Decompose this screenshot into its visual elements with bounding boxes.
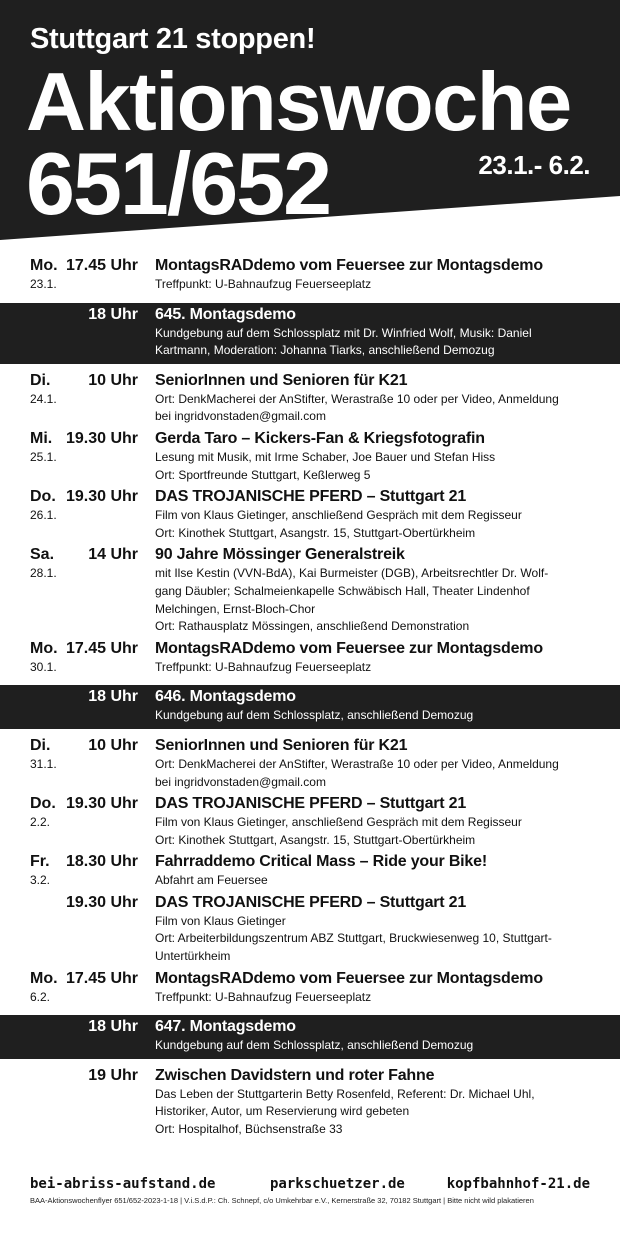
event-time: 18 Uhr xyxy=(88,1018,138,1036)
event-row xyxy=(0,639,620,680)
event-date: 26.1. xyxy=(30,508,57,523)
event-day: Mo. xyxy=(30,639,58,657)
event-description-line: Das Leben der Stuttgarterin Betty Rosenfeld, Referent: Dr. Michael Uhl, xyxy=(155,1086,535,1101)
event-time: 18.30 Uhr xyxy=(65,853,138,871)
event-day: Do. xyxy=(30,795,56,813)
event-time: 17.45 Uhr xyxy=(65,969,138,987)
event-time: 19 Uhr xyxy=(88,1066,138,1084)
event-time: 18 Uhr xyxy=(88,688,138,706)
header-date-range: 23.1.- 6.2. xyxy=(478,150,590,180)
event-content xyxy=(155,305,595,360)
event-description-line: Ort: Hospitalhof, Büchsenstraße 33 xyxy=(155,1122,343,1137)
event-row xyxy=(0,256,620,297)
event-content xyxy=(155,969,595,1007)
event-title: SeniorInnen und Senioren für K21 xyxy=(155,371,408,389)
event-description xyxy=(155,449,595,484)
event-description xyxy=(155,1037,595,1055)
event-title: MontagsRADdemo vom Feuersee zur Montagsdemo xyxy=(155,969,543,987)
event-time: 19.30 Uhr xyxy=(65,429,138,447)
event-list xyxy=(0,256,620,1142)
event-description-line: Ort: Sportfreunde Stuttgart, Keßlerweg 5 xyxy=(155,467,371,482)
event-title: MontagsRADdemo vom Feuersee zur Montagsdemo xyxy=(155,639,543,657)
header-edition: 651/652 xyxy=(26,134,331,233)
event-description-line: Kartmann, Moderation: Johanna Tiarks, anschließend Demozug xyxy=(155,343,495,358)
event-description-line: Lesung mit Musik, mit Irme Schaber, Joe Bauer und Stefan Hiss xyxy=(155,449,496,464)
event-title: DAS TROJANISCHE PFERD – Stuttgart 21 xyxy=(155,488,467,506)
header-title: Aktionswoche xyxy=(26,55,571,148)
footer-link-bei-abriss-aufstand[interactable]: bei-abriss-aufstand.de xyxy=(30,1176,216,1192)
event-content xyxy=(155,639,595,677)
event-description xyxy=(155,707,595,725)
event-description-line: bei ingridvonstaden@gmail.com xyxy=(155,409,326,424)
event-day: Mo. xyxy=(30,969,58,987)
event-description xyxy=(155,872,595,890)
event-title: 90 Jahre Mössinger Generalstreik xyxy=(155,546,405,564)
event-description xyxy=(155,565,595,635)
event-title: 647. Montagsdemo xyxy=(155,1018,296,1036)
event-row xyxy=(0,893,620,969)
event-time: 14 Uhr xyxy=(88,546,138,564)
event-date: 31.1. xyxy=(30,756,57,771)
event-content xyxy=(155,1017,595,1055)
event-description-line: Abfahrt am Feuersee xyxy=(155,873,268,888)
event-content xyxy=(155,893,595,966)
event-title: DAS TROJANISCHE PFERD – Stuttgart 21 xyxy=(155,893,467,911)
event-row xyxy=(0,969,620,1010)
event-description xyxy=(155,989,595,1007)
event-content xyxy=(155,545,595,635)
event-description-line: Ort: Kinothek Stuttgart, Asangstr. 15, Stuttgart-Obertürkheim xyxy=(155,832,476,847)
event-content xyxy=(155,687,595,725)
event-date: 6.2. xyxy=(30,989,51,1004)
event-time: 18 Uhr xyxy=(88,305,138,323)
event-title: Gerda Taro – Kickers-Fan & Kriegsfotografin xyxy=(155,429,485,447)
event-row xyxy=(0,1066,620,1142)
event-title: SeniorInnen und Senioren für K21 xyxy=(155,736,408,754)
event-date: 25.1. xyxy=(30,449,57,464)
event-day: Di. xyxy=(30,371,51,389)
event-day: Fr. xyxy=(30,853,50,871)
event-content xyxy=(155,371,595,426)
event-date: 2.2. xyxy=(30,815,51,830)
event-description-line: Kundgebung auf dem Schlossplatz, anschließend Demozug xyxy=(155,1038,474,1053)
event-time: 17.45 Uhr xyxy=(65,257,138,274)
event-description xyxy=(155,391,595,426)
event-title: 646. Montagsdemo xyxy=(155,688,296,706)
event-day: Di. xyxy=(30,736,51,754)
event-description-line: Ort: DenkMacherei der AnStifter, Werastraße 10 oder per Video, Anmeldung xyxy=(155,391,559,406)
event-date: 23.1. xyxy=(30,277,57,291)
event-row-highlight xyxy=(0,1015,620,1059)
event-description-line: bei ingridvonstaden@gmail.com xyxy=(155,774,326,789)
event-content xyxy=(155,852,595,890)
event-description xyxy=(155,325,595,360)
event-title: MontagsRADdemo vom Feuersee zur Montagsdemo xyxy=(155,257,543,274)
footer-links xyxy=(0,1174,620,1194)
event-description-line: Melchingen, Ernst-Bloch-Chor xyxy=(155,601,316,616)
event-description-line: Film von Klaus Gietinger, anschließend Gespräch mit dem Regisseur xyxy=(155,815,522,830)
event-content xyxy=(155,256,595,294)
event-date: 28.1. xyxy=(30,566,57,581)
event-time: 19.30 Uhr xyxy=(65,795,138,813)
header-kicker: Stuttgart 21 stoppen! xyxy=(30,23,316,55)
event-description-line: Untertürkheim xyxy=(155,949,231,964)
event-description xyxy=(155,756,595,791)
imprint: BAA-Aktionswochenflyer 651/652-2023-1-18 | V.i.S.d.P.: Ch. Schnepf, c/o Umkehrbar e.V., Kernerstraße 32, 70182 Stuttgart | Bitte nicht wild plakatieren xyxy=(30,1196,534,1205)
event-description-line: gang Däubler; Schalmeienkapelle Schwäbisch Hall, Theater Lindenhof xyxy=(155,583,530,598)
event-description xyxy=(155,659,595,677)
event-description xyxy=(155,1086,595,1139)
event-description-line: Ort: Kinothek Stuttgart, Asangstr. 15, Stuttgart-Obertürkheim xyxy=(155,525,476,540)
event-content xyxy=(155,794,595,849)
event-time: 10 Uhr xyxy=(88,736,138,754)
event-title: 645. Montagsdemo xyxy=(155,305,296,323)
event-time: 10 Uhr xyxy=(88,371,138,389)
event-description-line: Film von Klaus Gietinger, anschließend Gespräch mit dem Regisseur xyxy=(155,508,522,523)
event-content xyxy=(155,487,595,542)
event-description xyxy=(155,814,595,849)
event-date: 24.1. xyxy=(30,391,57,406)
event-description-line: Ort: Arbeiterbildungszentrum ABZ Stuttgart, Bruckwiesenweg 10, Stuttgart- xyxy=(155,931,552,946)
event-content xyxy=(155,429,595,484)
event-description-line: Ort: DenkMacherei der AnStifter, Werastraße 10 oder per Video, Anmeldung xyxy=(155,756,559,771)
event-row xyxy=(0,487,620,545)
event-description-line: Kundgebung auf dem Schlossplatz, anschließend Demozug xyxy=(155,708,474,723)
event-content xyxy=(155,1066,595,1139)
event-row-highlight xyxy=(0,303,620,364)
event-title: Zwischen Davidstern und roter Fahne xyxy=(155,1066,435,1084)
event-day: Sa. xyxy=(30,546,55,564)
event-row xyxy=(0,429,620,487)
event-description xyxy=(155,913,595,966)
event-time: 19.30 Uhr xyxy=(65,488,138,506)
event-row xyxy=(0,794,620,852)
event-description xyxy=(155,276,595,294)
event-date: 30.1. xyxy=(30,659,57,674)
header xyxy=(0,0,620,246)
event-description-line: Kundgebung auf dem Schlossplatz mit Dr. Winfried Wolf, Musik: Daniel xyxy=(155,325,532,340)
event-description xyxy=(155,507,595,542)
event-description-line: Film von Klaus Gietinger xyxy=(155,913,286,928)
event-description-line: Treffpunkt: U-Bahnaufzug Feuerseeplatz xyxy=(155,989,372,1004)
footer-link-kopfbahnhof-21[interactable]: kopfbahnhof-21.de xyxy=(446,1176,590,1192)
event-row xyxy=(0,852,620,893)
event-day: Mi. xyxy=(30,429,53,447)
event-description-line: mit Ilse Kestin (VVN-BdA), Kai Burmeister (DGB), Arbeitsrechtler Dr. Wolf- xyxy=(155,566,549,581)
event-description-line: Historiker, Autor, um Reservierung wird gebeten xyxy=(155,1104,410,1119)
event-row-highlight xyxy=(0,685,620,729)
event-title: DAS TROJANISCHE PFERD – Stuttgart 21 xyxy=(155,795,467,813)
event-day: Do. xyxy=(30,488,56,506)
event-description-line: Treffpunkt: U-Bahnaufzug Feuerseeplatz xyxy=(155,277,372,291)
event-time: 17.45 Uhr xyxy=(65,639,138,657)
event-date: 3.2. xyxy=(30,873,51,888)
event-day: Mo. xyxy=(30,257,58,274)
event-content xyxy=(155,736,595,791)
event-row xyxy=(0,736,620,794)
event-row xyxy=(0,371,620,429)
event-row xyxy=(0,545,620,638)
event-title: Fahrraddemo Critical Mass – Ride your Bike! xyxy=(155,853,487,871)
event-description-line: Ort: Rathausplatz Mössingen, anschließend Demonstration xyxy=(155,619,470,634)
footer-link-parkschuetzer[interactable]: parkschuetzer.de xyxy=(270,1176,405,1192)
event-time: 19.30 Uhr xyxy=(65,893,138,911)
event-description-line: Treffpunkt: U-Bahnaufzug Feuerseeplatz xyxy=(155,659,372,674)
